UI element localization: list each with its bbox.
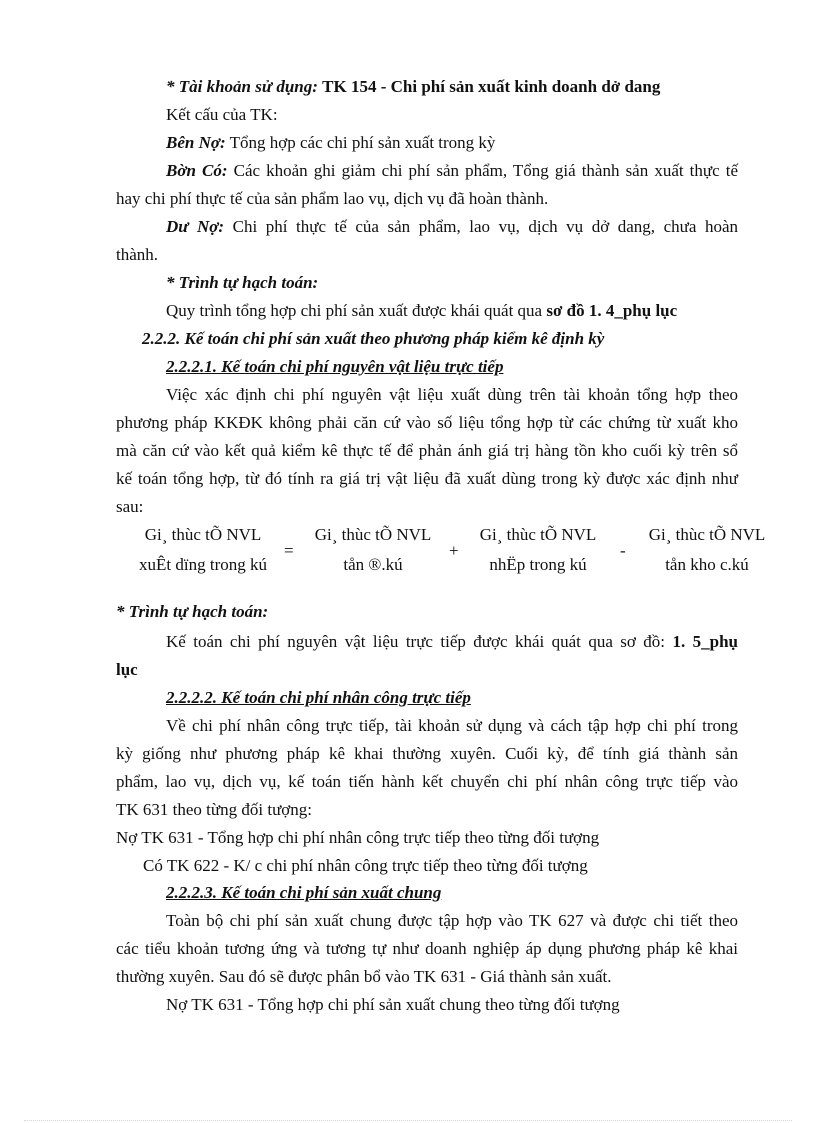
formula-minus: -: [620, 541, 626, 560]
formula-term-1-top: Gi¸ thùc tÕ NVL: [144, 525, 262, 544]
nvl-procedure-ref-2: lục: [116, 660, 138, 679]
debit-side-line: [166, 132, 495, 154]
formula-equals: =: [284, 541, 294, 560]
paragraph-line: Về chi phí nhân công trực tiếp, tài khoản sử dụng và cách tập hợp chi phí trong: [166, 716, 738, 735]
subsection-heading-2-2-2-3: 2.2.2.3. Kế toán chi phí sản xuất chung: [166, 883, 442, 902]
procedure-text: Quy trình tổng hợp chi phí sản xuất được khái quát qua: [166, 301, 547, 320]
procedure-line: [166, 300, 677, 322]
page-footer-rule: [24, 1120, 792, 1121]
account-label: * Tài khoản sử dụng:: [166, 77, 318, 96]
paragraph-line: Toàn bộ chi phí sản xuất chung được tập hợp vào TK 627 và được chi tiết theo: [166, 911, 738, 930]
paragraph-line: TK 631 theo từng đối tượng:: [116, 800, 312, 819]
section-heading-2-2-2: 2.2.2. Kế toán chi phí sản xuất theo phương pháp kiểm kê định kỳ: [142, 329, 605, 348]
journal-debit-631-overhead: Nợ TK 631 - Tổng hợp chi phí sản xuất chung theo từng đối tượng: [166, 995, 620, 1014]
nvl-procedure-line-1: [166, 631, 738, 653]
subsection-heading-2-2-2-2: 2.2.2.2. Kế toán chi phí nhân công trực tiếp: [166, 688, 471, 707]
structure-label: Kết cấu của TK:: [166, 105, 278, 124]
formula-term-3-top: Gi¸ thùc tÕ NVL: [479, 525, 597, 544]
debit-side-label: Bên Nợ:: [166, 133, 226, 152]
account-value: TK 154 - Chi phí sản xuất kinh doanh dở dang: [322, 77, 661, 96]
nvl-procedure-text: Kế toán chi phí nguyên vật liệu trực tiếp được khái quát qua sơ đồ:: [166, 632, 666, 651]
journal-debit-631: Nợ TK 631 - Tổng hợp chi phí nhân công trực tiếp theo từng đối tượng: [116, 828, 600, 847]
credit-side-line-2: hay chi phí thực tế của sản phẩm lao vụ, dịch vụ đã hoàn thành.: [116, 189, 549, 208]
formula-term-3-bottom: nhËp trong kú: [489, 555, 587, 574]
subsection-heading-2-2-2-1: 2.2.2.1. Kế toán chi phí nguyên vật liệu trực tiếp: [166, 357, 504, 376]
nvl-procedure-ref: 1. 5_phụ: [672, 632, 739, 651]
debit-balance-line-2: thành.: [116, 245, 159, 264]
formula-term-4-bottom: tån kho c.kú: [665, 555, 749, 574]
paragraph-line: kế toán tổng hợp, từ đó tính ra giá trị vật liệu đã xuất dùng trong kỳ được xác định như: [116, 469, 738, 488]
procedure-heading: * Trình tự hạch toán:: [166, 273, 319, 292]
journal-credit-622: Có TK 622 - K/ c chi phí nhân công trực tiếp theo từng đối tượng: [143, 856, 588, 875]
paragraph-line: sau:: [116, 497, 144, 516]
paragraph-line: Việc xác định chi phí nguyên vật liệu xuất dùng trên tài khoản tổng hợp theo: [166, 385, 738, 404]
formula-term-2-bottom: tån ®.kú: [343, 555, 403, 574]
credit-side-text-1: Các khoản ghi giảm chi phí sản phẩm, Tổng giá thành sản xuất thực tế: [233, 161, 739, 180]
formula-plus: +: [449, 541, 459, 560]
credit-side-line-1: [166, 160, 738, 182]
procedure-ref: sơ đồ 1. 4_phụ lục: [546, 301, 678, 320]
formula-term-1-bottom: xuÊt dïng trong kú: [139, 555, 267, 574]
paragraph-line: phương pháp KKĐK không phải căn cứ vào số liệu tổng hợp từ các chứng từ xuất kho: [116, 413, 738, 432]
formula-term-4-top: Gi¸ thùc tÕ NVL: [648, 525, 766, 544]
paragraph-line: các tiểu khoản tương ứng và tương tự như doanh nghiệp áp dụng phương pháp kê khai: [116, 939, 738, 958]
debit-side-text: Tổng hợp các chi phí sản xuất trong kỳ: [229, 133, 496, 152]
procedure-heading-2: * Trình tự hạch toán:: [116, 602, 269, 621]
paragraph-line: kỳ giống như phương pháp kê khai thường xuyên. Cuối kỳ, để tính giá thành sản: [116, 744, 738, 763]
debit-balance-line-1: [166, 216, 738, 238]
debit-balance-label: Dư Nợ:: [166, 217, 225, 236]
formula-term-2-top: Gi¸ thùc tÕ NVL: [314, 525, 432, 544]
paragraph-line: mà căn cứ vào kết quả kiểm kê thực tế để phản ánh giá trị hàng tồn kho cuối kỳ trên sổ: [116, 441, 738, 460]
paragraph-line: phẩm, lao vụ, dịch vụ, kế toán tiến hành kết chuyển chi phí nhân công trực tiếp vào: [116, 772, 738, 791]
account-line: [166, 76, 660, 98]
credit-side-label: Bờn Có:: [166, 161, 228, 180]
debit-balance-text-1: Chi phí thực tế của sản phẩm, lao vụ, dịch vụ dở dang, chưa hoàn: [232, 217, 738, 236]
paragraph-line: thường xuyên. Sau đó sẽ được phân bổ vào TK 631 - Giá thành sản xuất.: [116, 967, 612, 986]
